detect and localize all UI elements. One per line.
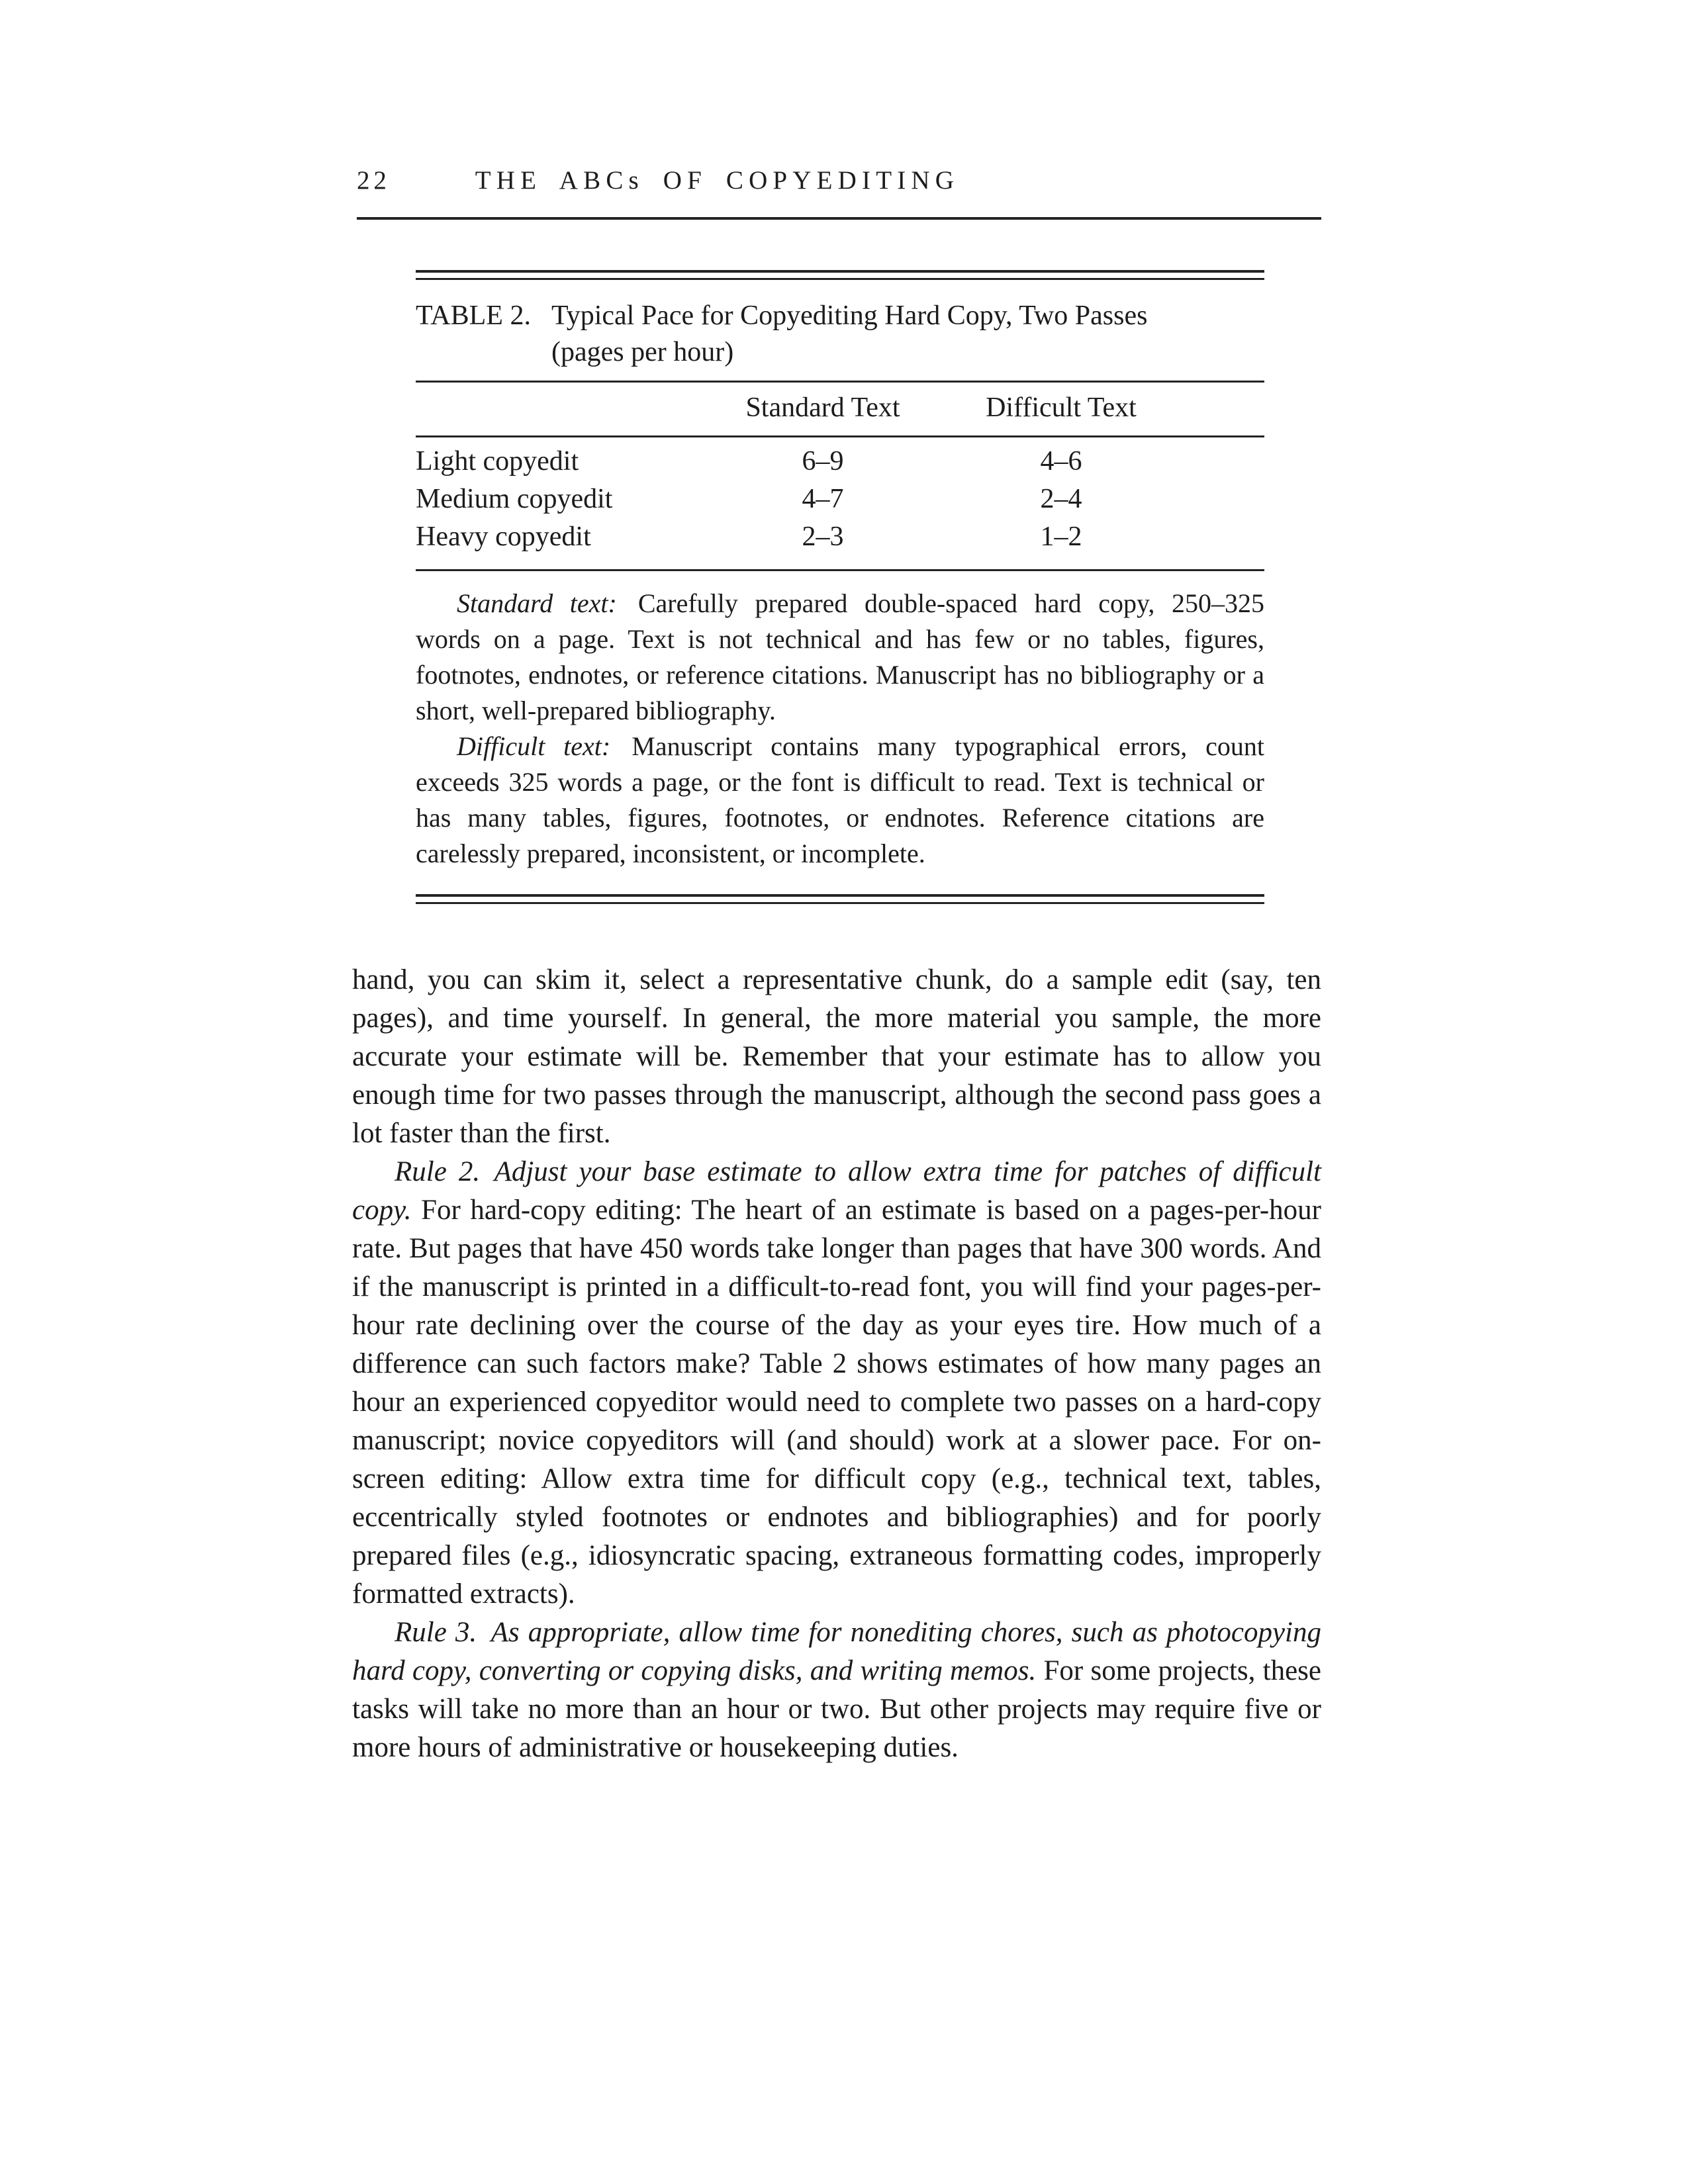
table-row [416,518,1264,556]
cell-difficult: 1–2 [1040,522,1082,552]
table-bottom-double-rule [416,894,1264,904]
roman-run: For hard-copy editing: The heart of an estimate is based on a pages-per-hour rate. But pages that have 450 words take longer than pages that have 300 words. And if the manuscript is printed in a difficult-to-read font, you will find your pages-per-hour rate declining over the course of the day as your eyes tire. How much of a difference can such factors make? Table 2 shows estimates of how many pages an hour an experienced copyeditor would need to complete two passes on a hard-copy manuscript; novice copyeditors will (and should) work at a slower pace. For on-screen editing: Allow extra time for difficult copy (e.g., technical text, tables, eccentrically styled footnotes or endnotes and bibliographies) and for poorly prepared files (e.g., idiosyncratic spacing, extraneous formatting codes, improperly formatted extracts). [352,1195,1321,1610]
table-title: Typical Pace for Copyediting Hard Copy, Two Passes [551,300,1148,331]
page-number: 22 [357,166,391,195]
table-note: Standard text: Carefully prepared double-spaced hard copy, 250–325 words on a page. Text is not technical and has few or no tables, figures, footnotes, endnotes, or reference citations. Manuscript has no bibliography or a short, well-prepared bibliography. [416,588,1265,725]
column-header-filler [1184,390,1264,425]
cell-filler [1184,518,1264,556]
row-label: Heavy copyedit [416,522,591,552]
table-caption [416,298,1264,371]
body-paragraph [352,961,1321,1153]
body-paragraph [352,1153,1321,1614]
column-header-difficult-text: Difficult Text [986,392,1137,423]
table-row [416,480,1264,518]
cell-filler [1184,443,1264,480]
table-top-double-rule [416,270,1264,280]
italic-run: Rule 3. As appropriate, allow time for nonediting chores, such as photocopying hard copy, converting or copying disks, and writing memos. [352,1617,1321,1686]
table-label: TABLE 2. [416,300,531,331]
running-head: THE ABCs OF COPYEDITING [475,166,960,195]
table-note: Difficult text: Manuscript contains many typographical errors, count exceeds 325 words a page, or the font is difficult to read. Text is technical or has many tables, figures, footnotes, or endnotes. Reference citations are carelessly prepared, inconsistent, or incomplete. [416,731,1264,868]
italic-run: Rule 2. Adjust your base estimate to allow extra time for patches of difficult copy. [352,1156,1321,1226]
table-notes [416,586,1264,872]
column-header-spacer [416,390,707,425]
page-header [357,165,1321,196]
row-label: Medium copyedit [416,484,613,514]
roman-run: For some projects, these tasks will take no more than an hour or two. But other projects may require five or more hours of administrative or housekeeping duties. [352,1655,1321,1763]
cell-standard: 6–9 [802,446,844,477]
cell-difficult: 2–4 [1040,484,1082,514]
cell-standard: 2–3 [802,522,844,552]
body-paragraph [352,1614,1321,1767]
table-rule [416,569,1264,571]
table-row [416,443,1264,480]
table-rows [416,437,1264,569]
cell-filler [1184,480,1264,518]
body-text [352,961,1321,1767]
column-header-standard-text: Standard Text [745,392,900,423]
cell-standard: 4–7 [802,484,844,514]
table-column-headers [416,383,1264,435]
note-lead: Difficult text: [457,731,611,761]
table-2 [416,270,1264,904]
header-rule [357,217,1321,220]
roman-run: hand, you can skim it, select a representative chunk, do a sample edit (say, ten pages), and time yourself. In general, the more material you sample, the more accurate your estimate will be. Remember that your estimate has to allow you enough time for two passes through the manuscript, although the second pass goes a lot faster than the first. [352,964,1321,1149]
note-lead: Standard text: [457,588,617,618]
table-subtitle: (pages per hour) [551,337,734,367]
cell-difficult: 4–6 [1040,446,1082,477]
row-label: Light copyedit [416,446,579,477]
